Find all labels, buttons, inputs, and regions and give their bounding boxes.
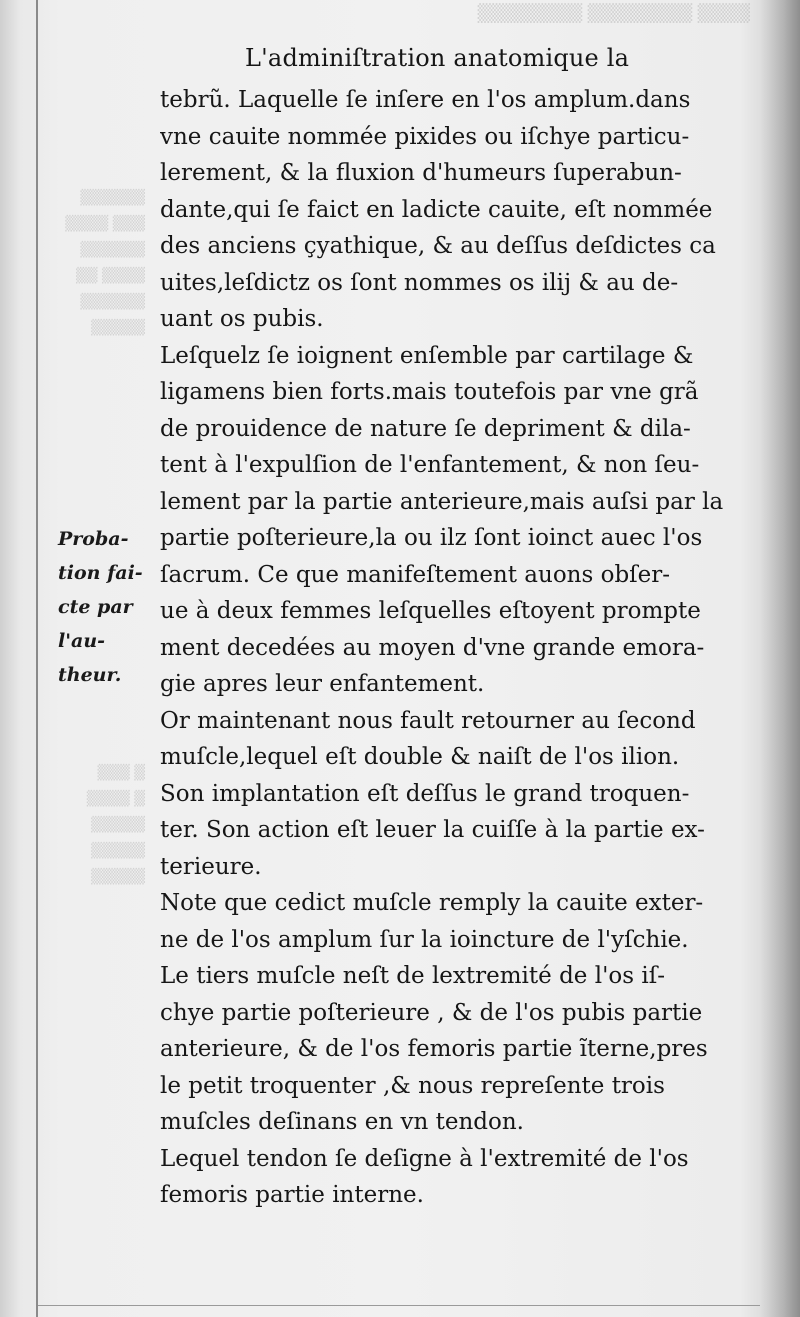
text-line: lement par la partie anterieure,mais auſsi par la bbox=[160, 488, 724, 515]
text-line: le petit troquenter ,& nous repreſente trois bbox=[160, 1072, 665, 1099]
text-line: Or maintenant nous fault retourner au ſecond bbox=[160, 707, 696, 734]
text-line: uant os pubis. bbox=[160, 306, 324, 332]
text-line: anterieure, & de l'os femoris partie ĩterne,pres bbox=[160, 1036, 708, 1062]
marginal-note-line: cte par bbox=[58, 596, 133, 618]
marginal-note-line: theur. bbox=[58, 664, 122, 686]
text-line: femoris partie interne. bbox=[160, 1182, 424, 1208]
text-line: partie poſterieure,la ou ilz ſont ioinct auec l'os bbox=[160, 525, 703, 551]
text-line: Lequel tendon ſe deſigne à l'extremité de l'os bbox=[160, 1145, 689, 1172]
text-line: ligamens bien forts.mais toutefois par vne grã bbox=[160, 379, 699, 405]
main-text bbox=[160, 82, 752, 1214]
bleed-through-texture: ▒ ▒▒▒ ▒ ▒▒▒▒ ▒▒▒▒▒ ▒▒▒▒▒ ▒▒▒▒▒ bbox=[86, 765, 145, 885]
text-line: Le tiers muſcle neſt de lextremité de l'os iſ- bbox=[160, 963, 665, 989]
text-line: vne cauite nommée pixides ou iſchye particu- bbox=[160, 123, 690, 150]
marginal-note-line: l'au- bbox=[58, 630, 106, 652]
bleed-through-texture: ▒▒▒▒▒▒ ▒▒▒ ▒▒▒▒ ▒▒▒▒▒▒ ▒▒▒▒ ▒▒ ▒▒▒▒▒▒ ▒▒▒▒▒ bbox=[65, 190, 145, 336]
page-gutter-shadow bbox=[760, 0, 800, 1317]
text-line: ſacrum. Ce que manifeſtement auons obſer- bbox=[160, 561, 671, 588]
text-line: tent à l'expulſion de l'enfantement, & non ſeu- bbox=[160, 452, 700, 478]
text-line: uites,leſdictz os ſont nommes os ilij & au de- bbox=[160, 269, 679, 296]
marginal-note-line: tion fai- bbox=[58, 562, 143, 584]
text-line: ter. Son action eſt leuer la cuiſſe à la partie ex- bbox=[160, 817, 705, 843]
marginal-note-line: Proba- bbox=[58, 528, 129, 550]
text-line: ment decedées au moyen d'vne grande emora- bbox=[160, 634, 705, 661]
text-line: tebrũ. Laquelle ſe inſere en l'os amplum.dans bbox=[160, 87, 691, 113]
left-page-rule bbox=[36, 0, 38, 1317]
text-line: ne de l'os amplum ſur la ioincture de l'yſchie. bbox=[160, 926, 689, 953]
text-line: muſcle,lequel eſt double & naiſt de l'os ilion. bbox=[160, 744, 680, 770]
text-line: terieure. bbox=[160, 853, 262, 880]
marginal-note bbox=[58, 522, 158, 692]
text-line: des anciens çyathique, & au deſſus deſdictes ca bbox=[160, 233, 716, 259]
text-line: de prouidence de nature ſe depriment & dila- bbox=[160, 415, 691, 442]
text-line: gie apres leur enfantement. bbox=[160, 671, 485, 697]
text-line: ue à deux femmes leſquelles eſtoyent prompte bbox=[160, 598, 701, 624]
text-line: chye partie poſterieure , & de l'os pubis partie bbox=[160, 999, 703, 1026]
text-line: Son implantation eſt deſſus le grand troquen- bbox=[160, 780, 690, 807]
text-line: lerement, & la fluxion d'humeurs ſuperabun- bbox=[160, 160, 682, 186]
bleed-through-texture: ▒▒▒▒ ▒▒▒▒▒▒▒▒ ▒▒▒▒▒▒▒▒ bbox=[477, 4, 750, 24]
running-head: L'adminiſtration anatomique la bbox=[245, 44, 630, 72]
text-line: Leſquelz ſe ioignent enſemble par cartilage & bbox=[160, 342, 694, 369]
text-line: Note que cedict muſcle remply la cauite exter- bbox=[160, 890, 704, 916]
bottom-page-rule bbox=[38, 1305, 760, 1306]
text-line: dante,qui ſe faict en ladicte cauite, eſt nommée bbox=[160, 196, 713, 223]
text-line: muſcles deſinans en vn tendon. bbox=[160, 1109, 524, 1135]
